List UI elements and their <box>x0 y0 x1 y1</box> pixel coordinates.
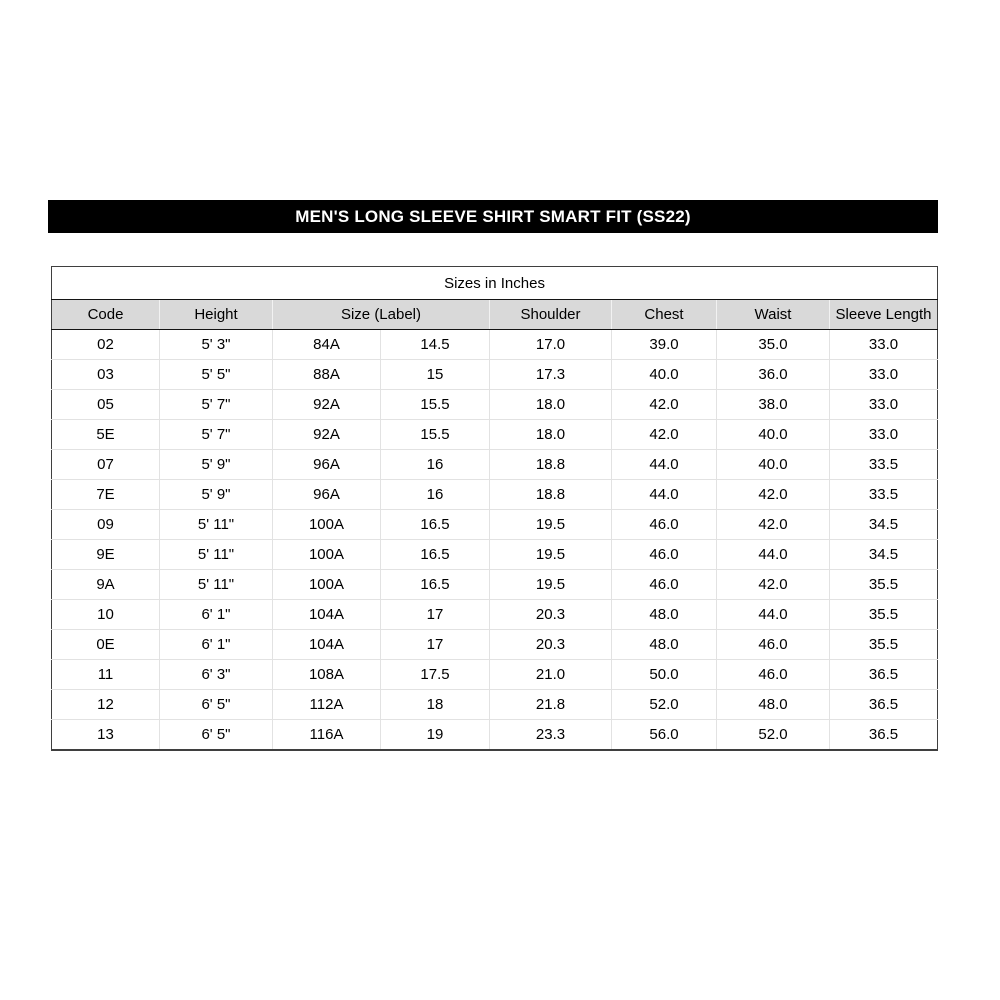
table-cell: 18.8 <box>490 450 612 480</box>
table-cell: 23.3 <box>490 720 612 751</box>
table-caption: Sizes in Inches <box>52 267 938 300</box>
table-cell: 16.5 <box>381 510 490 540</box>
table-cell: 84A <box>273 330 381 360</box>
column-header-chest: Chest <box>612 300 717 330</box>
column-header-code: Code <box>52 300 160 330</box>
table-cell: 5' 7" <box>160 420 273 450</box>
table-cell: 34.5 <box>830 510 938 540</box>
table-cell: 9E <box>52 540 160 570</box>
table-cell: 42.0 <box>717 510 830 540</box>
product-title-bar <box>48 200 938 233</box>
table-cell: 5' 11" <box>160 510 273 540</box>
table-cell: 33.0 <box>830 420 938 450</box>
column-header-shoulder: Shoulder <box>490 300 612 330</box>
table-cell: 112A <box>273 690 381 720</box>
table-cell: 03 <box>52 360 160 390</box>
table-cell: 18.8 <box>490 480 612 510</box>
table-cell: 10 <box>52 600 160 630</box>
table-cell: 6' 5" <box>160 690 273 720</box>
table-cell: 33.0 <box>830 390 938 420</box>
table-caption-row <box>52 267 938 300</box>
table-cell: 9A <box>52 570 160 600</box>
table-row <box>52 510 938 540</box>
table-cell: 6' 1" <box>160 600 273 630</box>
size-table-body <box>52 330 938 751</box>
table-cell: 92A <box>273 390 381 420</box>
table-cell: 5' 9" <box>160 480 273 510</box>
table-cell: 44.0 <box>612 480 717 510</box>
table-cell: 50.0 <box>612 660 717 690</box>
table-cell: 56.0 <box>612 720 717 751</box>
table-cell: 14.5 <box>381 330 490 360</box>
product-title: MEN'S LONG SLEEVE SHIRT SMART FIT (SS22) <box>295 206 691 226</box>
table-cell: 100A <box>273 570 381 600</box>
table-cell: 11 <box>52 660 160 690</box>
table-cell: 6' 5" <box>160 720 273 751</box>
table-cell: 16.5 <box>381 540 490 570</box>
table-cell: 6' 3" <box>160 660 273 690</box>
table-cell: 5' 7" <box>160 390 273 420</box>
table-cell: 19.5 <box>490 540 612 570</box>
table-cell: 36.0 <box>717 360 830 390</box>
table-cell: 116A <box>273 720 381 751</box>
table-cell: 15 <box>381 360 490 390</box>
table-row <box>52 330 938 360</box>
table-row <box>52 570 938 600</box>
table-cell: 5' 11" <box>160 540 273 570</box>
table-cell: 46.0 <box>612 510 717 540</box>
table-cell: 100A <box>273 510 381 540</box>
table-cell: 16 <box>381 480 490 510</box>
table-row <box>52 450 938 480</box>
table-cell: 52.0 <box>612 690 717 720</box>
table-cell: 7E <box>52 480 160 510</box>
table-cell: 21.0 <box>490 660 612 690</box>
table-cell: 17 <box>381 600 490 630</box>
table-cell: 02 <box>97 336 114 353</box>
table-cell: 40.0 <box>717 420 830 450</box>
table-row <box>52 540 938 570</box>
table-cell: 88A <box>273 360 381 390</box>
table-row <box>52 600 938 630</box>
table-cell: 48.0 <box>612 630 717 660</box>
table-cell: 104A <box>273 630 381 660</box>
table-cell: 07 <box>52 450 160 480</box>
table-cell: 35.5 <box>830 570 938 600</box>
table-cell: 42.0 <box>612 390 717 420</box>
table-cell: 104A <box>273 600 381 630</box>
table-cell: 52.0 <box>717 720 830 751</box>
table-cell: 36.5 <box>830 660 938 690</box>
table-cell: 96A <box>273 450 381 480</box>
table-row <box>52 390 938 420</box>
table-cell: 21.8 <box>490 690 612 720</box>
table-cell: 20.3 <box>490 630 612 660</box>
column-header-size-label: Size (Label) <box>273 300 490 330</box>
table-cell: 40.0 <box>612 360 717 390</box>
table-cell: 19.5 <box>490 570 612 600</box>
table-cell: 35.5 <box>830 630 938 660</box>
table-cell: 96A <box>273 480 381 510</box>
table-cell: 20.3 <box>490 600 612 630</box>
table-cell: 17.5 <box>381 660 490 690</box>
table-cell: 36.5 <box>830 690 938 720</box>
table-cell: 39.0 <box>612 330 717 360</box>
table-cell: 36.5 <box>830 720 938 751</box>
table-cell: 19.5 <box>490 510 612 540</box>
table-row <box>52 720 938 751</box>
table-cell: 48.0 <box>717 690 830 720</box>
table-row <box>52 420 938 450</box>
table-cell: 46.0 <box>717 630 830 660</box>
column-header-waist: Waist <box>717 300 830 330</box>
table-cell: 42.0 <box>717 480 830 510</box>
table-cell: 6' 1" <box>160 630 273 660</box>
table-cell: 46.0 <box>612 570 717 600</box>
table-row <box>52 690 938 720</box>
column-header-sleeve-length: Sleeve Length <box>830 300 938 330</box>
table-cell: 34.5 <box>830 540 938 570</box>
table-cell: 16.5 <box>381 570 490 600</box>
size-chart-table <box>51 266 938 751</box>
table-cell: 09 <box>52 510 160 540</box>
table-cell: 15.5 <box>381 420 490 450</box>
table-cell: 44.0 <box>717 600 830 630</box>
table-cell: 33.5 <box>830 450 938 480</box>
table-cell: 48.0 <box>612 600 717 630</box>
table-cell: 5' 3" <box>160 330 273 360</box>
table-cell: 40.0 <box>717 450 830 480</box>
table-cell: 42.0 <box>612 420 717 450</box>
table-cell: 18.0 <box>490 390 612 420</box>
table-cell: 5' 11" <box>160 570 273 600</box>
table-cell: 5' 5" <box>160 360 273 390</box>
table-cell: 100A <box>273 540 381 570</box>
table-header-row <box>52 300 938 330</box>
column-header-height: Height <box>160 300 273 330</box>
table-cell: 15.5 <box>381 390 490 420</box>
table-cell: 0E <box>52 630 160 660</box>
table-cell: 12 <box>52 690 160 720</box>
table-cell: 16 <box>381 450 490 480</box>
table-row <box>52 480 938 510</box>
table-cell: 05 <box>52 390 160 420</box>
table-cell: 17.3 <box>490 360 612 390</box>
table-cell: 108A <box>273 660 381 690</box>
table-cell: 33.5 <box>830 480 938 510</box>
table-cell: 46.0 <box>612 540 717 570</box>
table-cell: 33.0 <box>830 330 938 360</box>
table-cell: 18 <box>381 690 490 720</box>
table-cell: 5' 9" <box>160 450 273 480</box>
table-cell: 92A <box>273 420 381 450</box>
table-cell: 18.0 <box>490 420 612 450</box>
table-cell: 46.0 <box>717 660 830 690</box>
table-cell: 33.0 <box>830 360 938 390</box>
table-cell: 42.0 <box>717 570 830 600</box>
table-cell: 17 <box>381 630 490 660</box>
table-cell: 19 <box>381 720 490 751</box>
table-cell: 35.5 <box>830 600 938 630</box>
table-cell: 35.0 <box>717 330 830 360</box>
table-row <box>52 660 938 690</box>
table-row <box>52 360 938 390</box>
table-cell: 5E <box>52 420 160 450</box>
table-row <box>52 630 938 660</box>
table-cell: 38.0 <box>717 390 830 420</box>
table-cell: 44.0 <box>612 450 717 480</box>
table-cell: 44.0 <box>717 540 830 570</box>
table-cell: 17.0 <box>490 330 612 360</box>
table-cell: 13 <box>52 720 160 751</box>
